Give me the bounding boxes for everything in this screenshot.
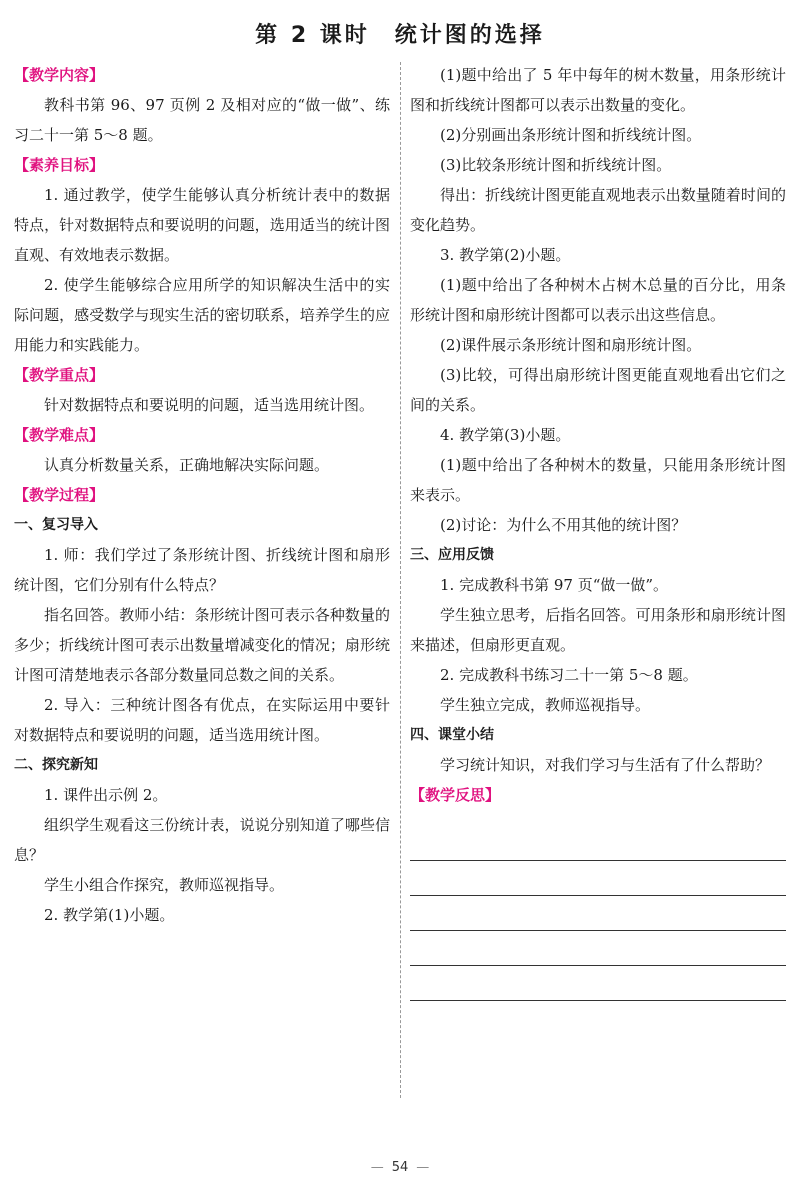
paragraph: 4. 教学第(3)小题。 — [440, 426, 571, 444]
paragraph: 组织学生观看这三份统计表，说说分别知道了哪些信息？ — [14, 816, 390, 864]
paragraph: 2. 完成教科书练习二十一第 5～8 题。 — [440, 666, 698, 684]
page-title: 第 2 课时 统计图的选择 — [255, 23, 545, 48]
content-text: 教科书第 96、97 页例 2 及相对应的“做一做”、练习二十一第 5～8 题。 — [14, 96, 390, 144]
page-number: — 54 — — [370, 1160, 430, 1175]
content-header: 【教学内容】 — [14, 66, 105, 84]
reflection-lines — [410, 826, 786, 1001]
key-points-text: 针对数据特点和要说明的问题，适当选用统计图。 — [44, 396, 375, 414]
paragraph: (2)分别画出条形统计图和折线统计图。 — [440, 126, 702, 144]
section-review-title: 一、复习导入 — [14, 517, 98, 533]
paragraph: (1)题中给出了各种树木占树木总量的百分比，用条形统计图和扇形统计图都可以表示出这些信息。 — [410, 276, 786, 324]
column-divider — [400, 62, 401, 1098]
goal-2: 2. 使学生能够综合应用所学的知识解决生活中的实际问题，感受数学与现实生活的密切联系，培养学生的应用能力和实践能力。 — [14, 276, 390, 354]
paragraph: (1)题中给出了各种树木的数量，只能用条形统计图来表示。 — [410, 456, 786, 504]
ruled-line — [410, 861, 786, 896]
paragraph: (3)比较，可得出扇形统计图更能直观地看出它们之间的关系。 — [410, 366, 786, 414]
left-column — [14, 60, 390, 930]
key-points-header: 【教学重点】 — [14, 366, 105, 384]
reflection-header: 【教学反思】 — [410, 786, 501, 804]
section-practice-title: 三、应用反馈 — [410, 547, 494, 563]
ruled-line — [410, 826, 786, 861]
paragraph: 学生独立完成，教师巡视指导。 — [440, 696, 651, 714]
paragraph: 1. 师：我们学过了条形统计图、折线统计图和扇形统计图，它们分别有什么特点？ — [14, 546, 390, 594]
paragraph: 3. 教学第(2)小题。 — [440, 246, 571, 264]
paragraph: 得出：折线统计图更能直观地表示出数量随着时间的变化趋势。 — [410, 186, 786, 234]
paragraph: 指名回答。教师小结：条形统计图可表示各种数量的多少；折线统计图可表示出数量增减变化的情况；扇形统计图可清楚地表示各部分数量同总数之间的关系。 — [14, 606, 390, 684]
goal-1: 1. 通过教学，使学生能够认真分析统计表中的数据特点，针对数据特点和要说明的问题，选用适当的统计图直观、有效地表示数据。 — [14, 186, 390, 264]
ruled-line — [410, 931, 786, 966]
ruled-line — [410, 896, 786, 931]
paragraph: 2. 导入：三种统计图各有优点，在实际运用中要针对数据特点和要说明的问题，适当选用统计图。 — [14, 696, 390, 744]
paragraph: (2)课件展示条形统计图和扇形统计图。 — [440, 336, 702, 354]
right-column — [410, 60, 786, 1001]
ruled-line — [410, 966, 786, 1001]
paragraph: 1. 课件出示例 2。 — [44, 786, 168, 804]
paragraph: 2. 教学第(1)小题。 — [44, 906, 175, 924]
page-number-value: 54 — [391, 1160, 409, 1175]
paragraph: 1. 完成教科书第 97 页“做一做”。 — [440, 576, 669, 594]
goals-header: 【素养目标】 — [14, 156, 105, 174]
difficulties-text: 认真分析数量关系，正确地解决实际问题。 — [44, 456, 330, 474]
difficulties-header: 【教学难点】 — [14, 426, 105, 444]
paragraph: 学习统计知识，对我们学习与生活有了什么帮助？ — [440, 756, 771, 774]
paragraph: (1)题中给出了 5 年中每年的树木数量，用条形统计图和折线统计图都可以表示出数量的变化。 — [410, 66, 786, 114]
section-explore-title: 二、探究新知 — [14, 757, 98, 773]
paragraph: 学生独立思考，后指名回答。可用条形和扇形统计图来描述，但扇形更直观。 — [410, 606, 786, 654]
section-summary-title: 四、课堂小结 — [410, 727, 494, 743]
paragraph: (2)讨论：为什么不用其他的统计图？ — [440, 516, 687, 534]
process-header: 【教学过程】 — [14, 486, 105, 504]
paragraph: 学生小组合作探究，教师巡视指导。 — [44, 876, 285, 894]
paragraph: (3)比较条形统计图和折线统计图。 — [440, 156, 672, 174]
